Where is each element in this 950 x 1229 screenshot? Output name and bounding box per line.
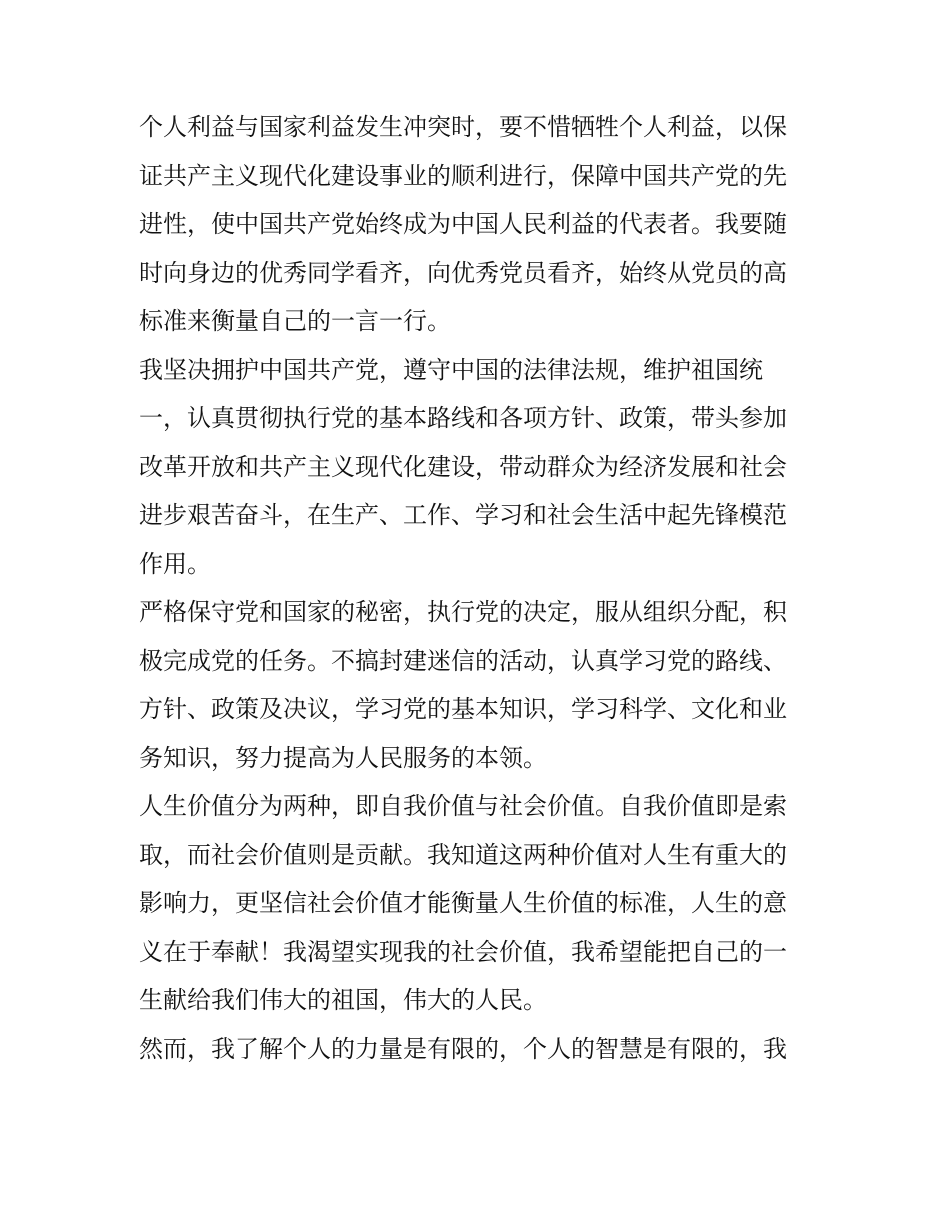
text-line: 作用。 xyxy=(139,549,211,578)
document-body xyxy=(139,103,829,1073)
text-line: 然而，我了解个人的力量是有限的，个人的智慧是有限的，我 xyxy=(139,1034,787,1063)
text-line: 人生价值分为两种，即自我价值与社会价值。自我价值即是索 xyxy=(139,792,787,820)
paragraph-3 xyxy=(139,588,829,782)
paragraph-4 xyxy=(139,782,829,1025)
text-line: 改革开放和共产主义现代化建设，带动群众为经济发展和社会 xyxy=(139,452,787,481)
text-line: 进性，使中国共产党始终成为中国人民利益的代表者。我要随 xyxy=(139,210,787,238)
text-line: 个人利益与国家利益发生冲突时，要不惜牺牲个人利益，以保 xyxy=(139,113,787,141)
text-line: 进步艰苦奋斗，在生产、工作、学习和社会生活中起先锋模范 xyxy=(139,501,787,529)
text-line: 时向身边的优秀同学看齐，向优秀党员看齐，始终从党员的高 xyxy=(139,258,787,287)
paragraph-2 xyxy=(139,346,829,589)
text-line: 一，认真贯彻执行党的基本路线和各项方针、政策，带头参加 xyxy=(139,404,787,432)
text-line: 取，而社会价值则是贡献。我知道这两种价值对人生有重大的 xyxy=(139,840,787,869)
text-line: 方针、政策及决议，学习党的基本知识，学习科学、文化和业 xyxy=(139,695,787,723)
paragraph-5 xyxy=(139,1025,829,1074)
text-line: 极完成党的任务。不搞封建迷信的活动，认真学习党的路线、 xyxy=(139,646,787,675)
text-line: 标准来衡量自己的一言一行。 xyxy=(139,307,451,335)
text-line: 严格保守党和国家的秘密，执行党的决定，服从组织分配，积 xyxy=(139,598,787,626)
text-line: 我坚决拥护中国共产党，遵守中国的法律法规，维护祖国统 xyxy=(139,355,763,384)
text-line: 证共产主义现代化建设事业的顺利进行，保障中国共产党的先 xyxy=(139,161,787,190)
text-line: 影响力，更坚信社会价值才能衡量人生价值的标准，人生的意 xyxy=(139,889,787,917)
text-line: 务知识，努力提高为人民服务的本领。 xyxy=(139,743,547,772)
paragraph-1 xyxy=(139,103,829,346)
text-line: 生献给我们伟大的祖国，伟大的人民。 xyxy=(139,986,547,1014)
text-line: 义在于奉献！我渴望实现我的社会价值，我希望能把自己的一 xyxy=(139,937,787,966)
